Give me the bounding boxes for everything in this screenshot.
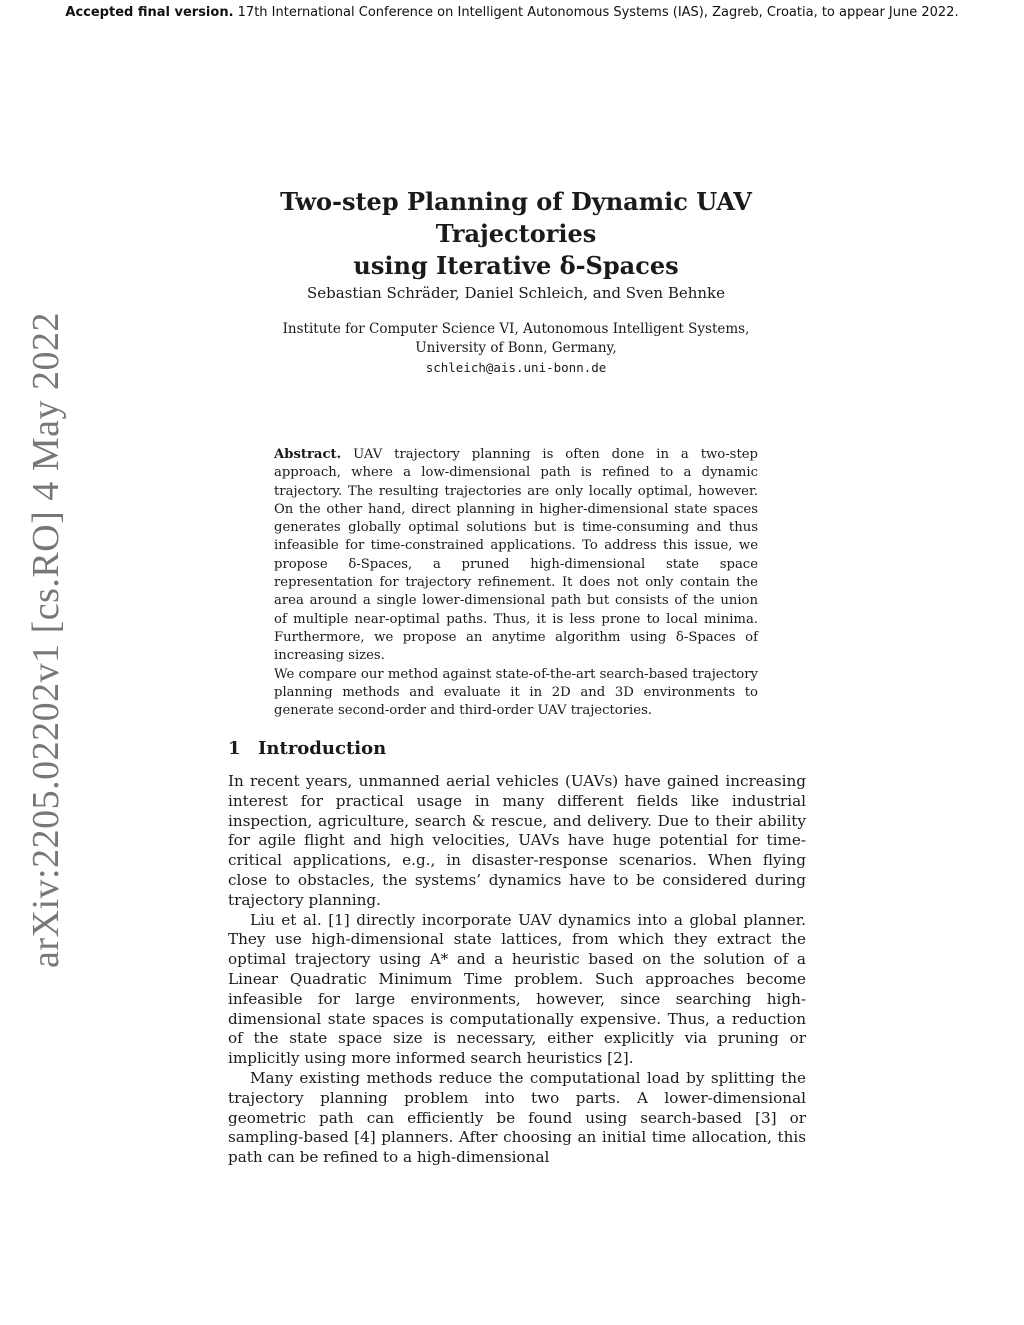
arxiv-identifier: arXiv:2205.02202v1 [cs.RO] 4 May 2022: [25, 312, 67, 968]
section-heading-introduction: [228, 738, 386, 759]
affiliation-line-1: Institute for Computer Science VI, Autonomous Intelligent Systems,: [282, 321, 750, 337]
abstract-text-1: UAV trajectory planning is often done in a two-step approach, where a low-dimensional path is refined to a dynamic trajectory. The resulting trajectories are only locally optimal, however. On the other hand, direct planning in higher-dimensional state spaces generates globally optimal solutions but is time-consuming and thus infeasible for time-constrained applications. To address this issue, we propose δ-Spaces, a pruned high-dimensional state space representation for trajectory refinement. It does not only contain the area around a single lower-dimensional path but consists of the union of multiple near-optimal paths. Thus, it is less prone to local minima. Furthermore, we propose an anytime algorithm using δ-Spaces of increasing sizes.: [274, 447, 758, 664]
paper-title-line-2: using Iterative δ-Spaces: [353, 251, 679, 280]
introduction-body: [228, 772, 806, 1168]
banner-text: 17th International Conference on Intelligent Autonomous Systems (IAS), Zagreb, Croatia, to appear June 2022.: [233, 5, 959, 20]
affiliation-line-2: University of Bonn, Germany,: [415, 340, 617, 356]
author-list: Sebastian Schräder, Daniel Schleich, and Sven Behnke: [306, 284, 726, 302]
abstract-paragraph-2: We compare our method against state-of-the-art search-based trajectory planning methods and evaluate it in 2D and 3D environments to generate second-order and third-order UAV trajectories.: [274, 666, 758, 719]
paper-title-line-1: Two-step Planning of Dynamic UAV Trajectories: [280, 187, 752, 248]
section-title: Introduction: [258, 738, 387, 759]
contact-email: schleich@ais.uni-bonn.de: [425, 360, 607, 375]
abstract-paragraph-1: [274, 446, 758, 666]
conference-banner: [0, 5, 1024, 20]
paper-title: [212, 186, 820, 282]
banner-bold-label: Accepted final version.: [65, 5, 234, 20]
abstract-label: Abstract.: [274, 447, 342, 462]
affiliation: [212, 320, 820, 377]
section-number: 1: [228, 738, 241, 759]
intro-paragraph-3: Many existing methods reduce the computational load by splitting the trajectory planning problem into two parts. A lower-dimensional geometric path can efficiently be found using search-based [3] or sampling-based [4] planners. After choosing an initial time allocation, this path can be refined to a high-dimensional: [228, 1068, 806, 1167]
intro-paragraph-1: In recent years, unmanned aerial vehicles (UAVs) have gained increasing interest for practical usage in many different fields like industrial inspection, agriculture, search & rescue, and delivery. Due to their ability for agile flight and high velocities, UAVs have huge potential for time-critical applications, e.g., in disaster-response scenarios. When flying close to obstacles, the systems’ dynamics have to be considered during trajectory planning.: [228, 772, 806, 909]
intro-paragraph-2: Liu et al. [1] directly incorporate UAV dynamics into a global planner. They use high-dimensional state lattices, from which they extract the optimal trajectory using A* and a heuristic based on the solution of a Linear Quadratic Minimum Time problem. Such approaches become infeasible for large environments, however, since searching high-dimensional state spaces is computationally expensive. Thus, a reduction of the state space size is necessary, either explicitly via pruning or implicitly using more informed search heuristics [2].: [228, 910, 806, 1068]
abstract: [274, 446, 758, 720]
